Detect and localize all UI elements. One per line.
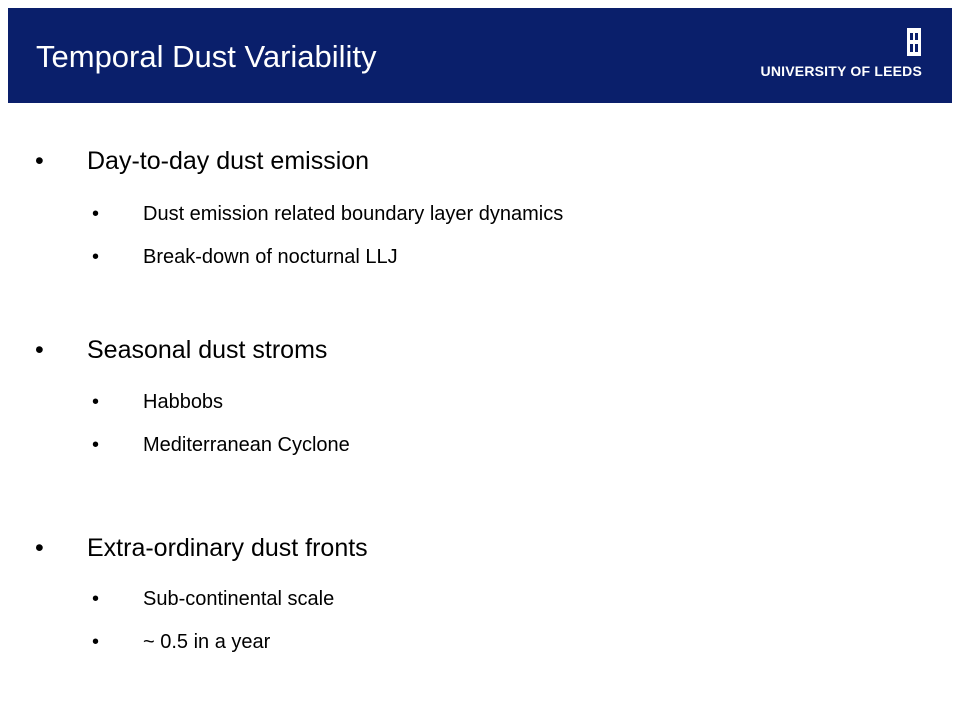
list-item-text: Break-down of nocturnal LLJ xyxy=(143,246,398,268)
list-item-text: Sub-continental scale xyxy=(143,588,335,610)
logo-text: UNIVERSITY OF LEEDS xyxy=(760,63,922,79)
bullet-dot: • xyxy=(35,534,44,562)
bullet-dot: • xyxy=(92,588,100,610)
bullet-dot: • xyxy=(92,246,100,268)
university-logo xyxy=(762,28,922,86)
bullet-dot: • xyxy=(35,147,44,175)
section-heading-text: Seasonal dust stroms xyxy=(87,336,328,364)
bullet-dot: • xyxy=(35,336,44,364)
section-heading-text: Extra-ordinary dust fronts xyxy=(87,534,368,562)
bullet-dot: • xyxy=(92,434,100,456)
list-item-text: Mediterranean Cyclone xyxy=(143,434,350,456)
university-tower-icon xyxy=(907,28,921,56)
bullet-dot: • xyxy=(92,203,100,225)
section-heading-text: Day-to-day dust emission xyxy=(87,147,370,175)
list-item-text: Habbobs xyxy=(143,391,224,413)
list-item-text: Dust emission related boundary layer dynamics xyxy=(143,203,564,225)
header-bar xyxy=(8,8,952,103)
bullet-dot: • xyxy=(92,391,100,413)
list-item-text: ~ 0.5 in a year xyxy=(143,631,271,653)
bullet-dot: • xyxy=(92,631,100,653)
slide-title: Temporal Dust Variability xyxy=(36,39,377,74)
